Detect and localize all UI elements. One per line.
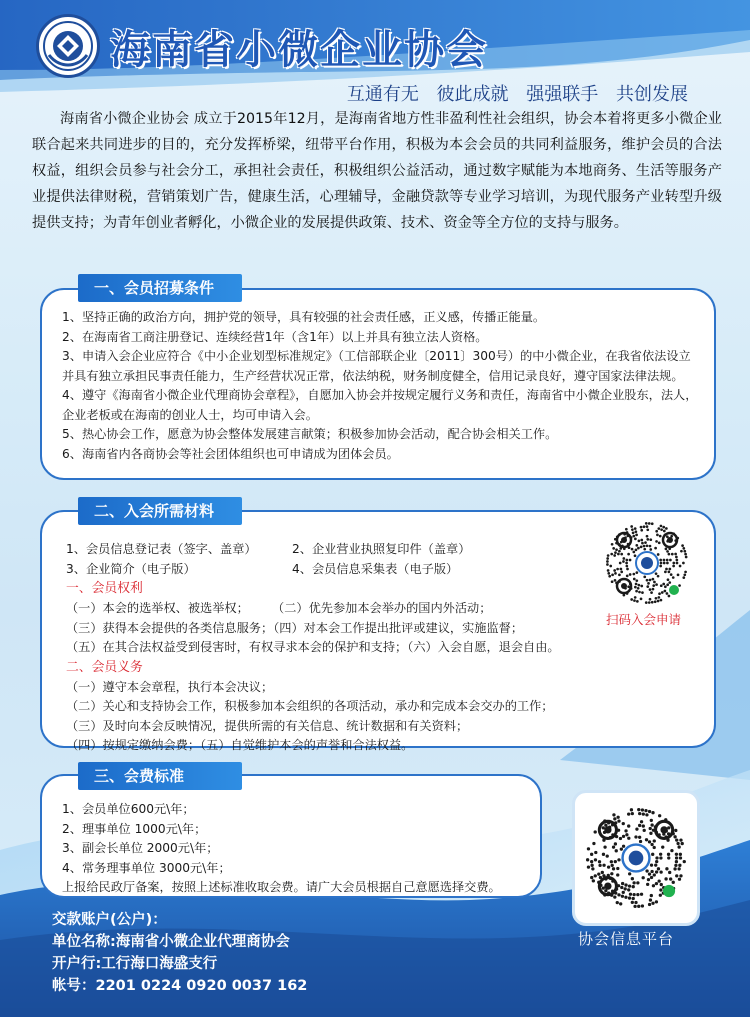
section-title-conditions: 一、会员招募条件 [78,274,242,302]
list-item: 4、遵守《海南省小微企业代理商协会章程》，自愿加入协会并按规定履行义务和责任，海南省中小微企业股东，法人，企业老板或在海南的创业人士，均可申请入会。 [62,388,698,422]
rights-heading: 一、会员权利 [66,581,143,596]
list-item: 4、会员信息采集表（电子版） [292,561,459,576]
materials-block [66,540,606,756]
list-item: 3、副会长单位 2000元\年； [62,841,219,855]
account-bank: 开户行:工行海口海盛支行 [52,956,218,972]
materials-row [66,560,606,580]
intro-paragraph: 海南省小微企业协会 成立于2015年12月，是海南省地方性非盈利性社会组织，协会本着将更多小微企业联合起来共同进步的目的，充分发挥桥梁，纽带平台作用，积极为本会会员的共同利益服务，维护会员的合法权益，组织会员参与社会分工，承担社会责任，积极组织公益活动，通过数字赋能为本地商务、生活等服务产业提供法律财税，营销策划广告，健康生活，心理辅导，金融贷款等专业学习培训，为现代服务产业转型升级提供支持；为青年创业者孵化，小微企业的发展提供政策、技术、资金等全方位的支持与服务。 [32,111,722,231]
platform-qr-frame[interactable] [572,790,700,926]
account-number: 帐号：2201 0224 0920 0037 162 [52,978,308,994]
list-item: 5、热心协会工作，愿意为协会整体发展建言献策；积极参加协会活动，配合协会相关工作。 [62,427,558,441]
logo-emblem-icon [39,17,97,75]
account-unit: 单位名称:海南省小微企业代理商协会 [52,934,290,950]
qr-code-icon [602,518,692,608]
membership-qr-code[interactable] [602,518,692,608]
list-item: 4、常务理事单位 3000元\年； [62,860,231,875]
association-logo [36,14,100,78]
account-title: 交款账户(公户)： [52,912,167,928]
list-item: 3、申请入会企业应符合《中小企业划型标准规定》（工信部联企业〔2011〕300号）的中小微企业，在我省依法设立并具有独立承担民事责任能力，生产经营状况正常，依法纳税，财务制度健全，信用记录良好，遵守国家法律法规。 [62,349,691,383]
rights-list [66,599,606,658]
list-item: 1、会员信息登记表（签字、盖章） [66,542,257,556]
duties-list [66,678,666,756]
page-title: 海南省小微企业协会 [110,27,488,73]
list-item: 2、理事单位 1000元\年； [62,821,207,836]
duties-heading: 二、会员义务 [66,659,143,675]
fee-standard-card [40,774,542,898]
materials-row [66,540,606,560]
fee-note: 上报给民政厅备案，按照上述标准收取会费。请广大会员根据自己意愿选择交费。 [62,880,501,894]
list-item: （三）及时向本会反映情况，提供所需的有关信息、统计数据和有关资料； [66,718,469,733]
membership-conditions-card [40,288,716,480]
qr-label-apply: 扫码入会申请 [606,612,682,627]
list-item: （四）按规定缴纳会费；（五）自觉维护本会的声誉和合法权益。 [66,738,414,752]
section-title-materials: 二、入会所需材料 [78,497,242,525]
list-item: （一）遵守本会章程，执行本会决议； [66,679,274,694]
list-item: 3、企业简介（电子版） [66,561,196,576]
list-item: 1、会员单位600元\年； [62,802,195,816]
section-title-fees: 三、会费标准 [78,762,242,790]
list-item: （一）本会的选举权、被选举权； （二）优先参加本会举办的国内外活动； [66,601,492,615]
qr-label-platform: 协会信息平台 [578,930,675,948]
fee-list [62,800,532,898]
list-item: 6、海南省内各商协会等社会团体组织也可申请成为团体会员。 [62,446,399,461]
slogan: 互通有无 彼此成就 强强联手 共创发展 [346,84,688,105]
list-item: （三）获得本会提供的各类信息服务；（四）对本会工作提出批评或建议，实施监督； [66,620,524,635]
list-item: 1、坚持正确的政治方向，拥护党的领导，具有较强的社会责任感，正义感，传播正能量。 [62,310,546,324]
list-item: （五）在其合法权益受到侵害时，有权寻求本会的保护和支持；（六）入会自愿，退会自由。 [66,640,560,654]
list-item: 2、在海南省工商注册登记、连续经营1年（含1年）以上并具有独立法人资格。 [62,329,488,344]
conditions-list [62,308,702,464]
list-item: （二）关心和支持协会工作，积极参加本会组织的各项活动，承办和完成本会交办的工作； [66,699,554,713]
qr-code-icon [581,803,691,913]
list-item: 2、企业营业执照复印件（盖章） [292,542,471,556]
